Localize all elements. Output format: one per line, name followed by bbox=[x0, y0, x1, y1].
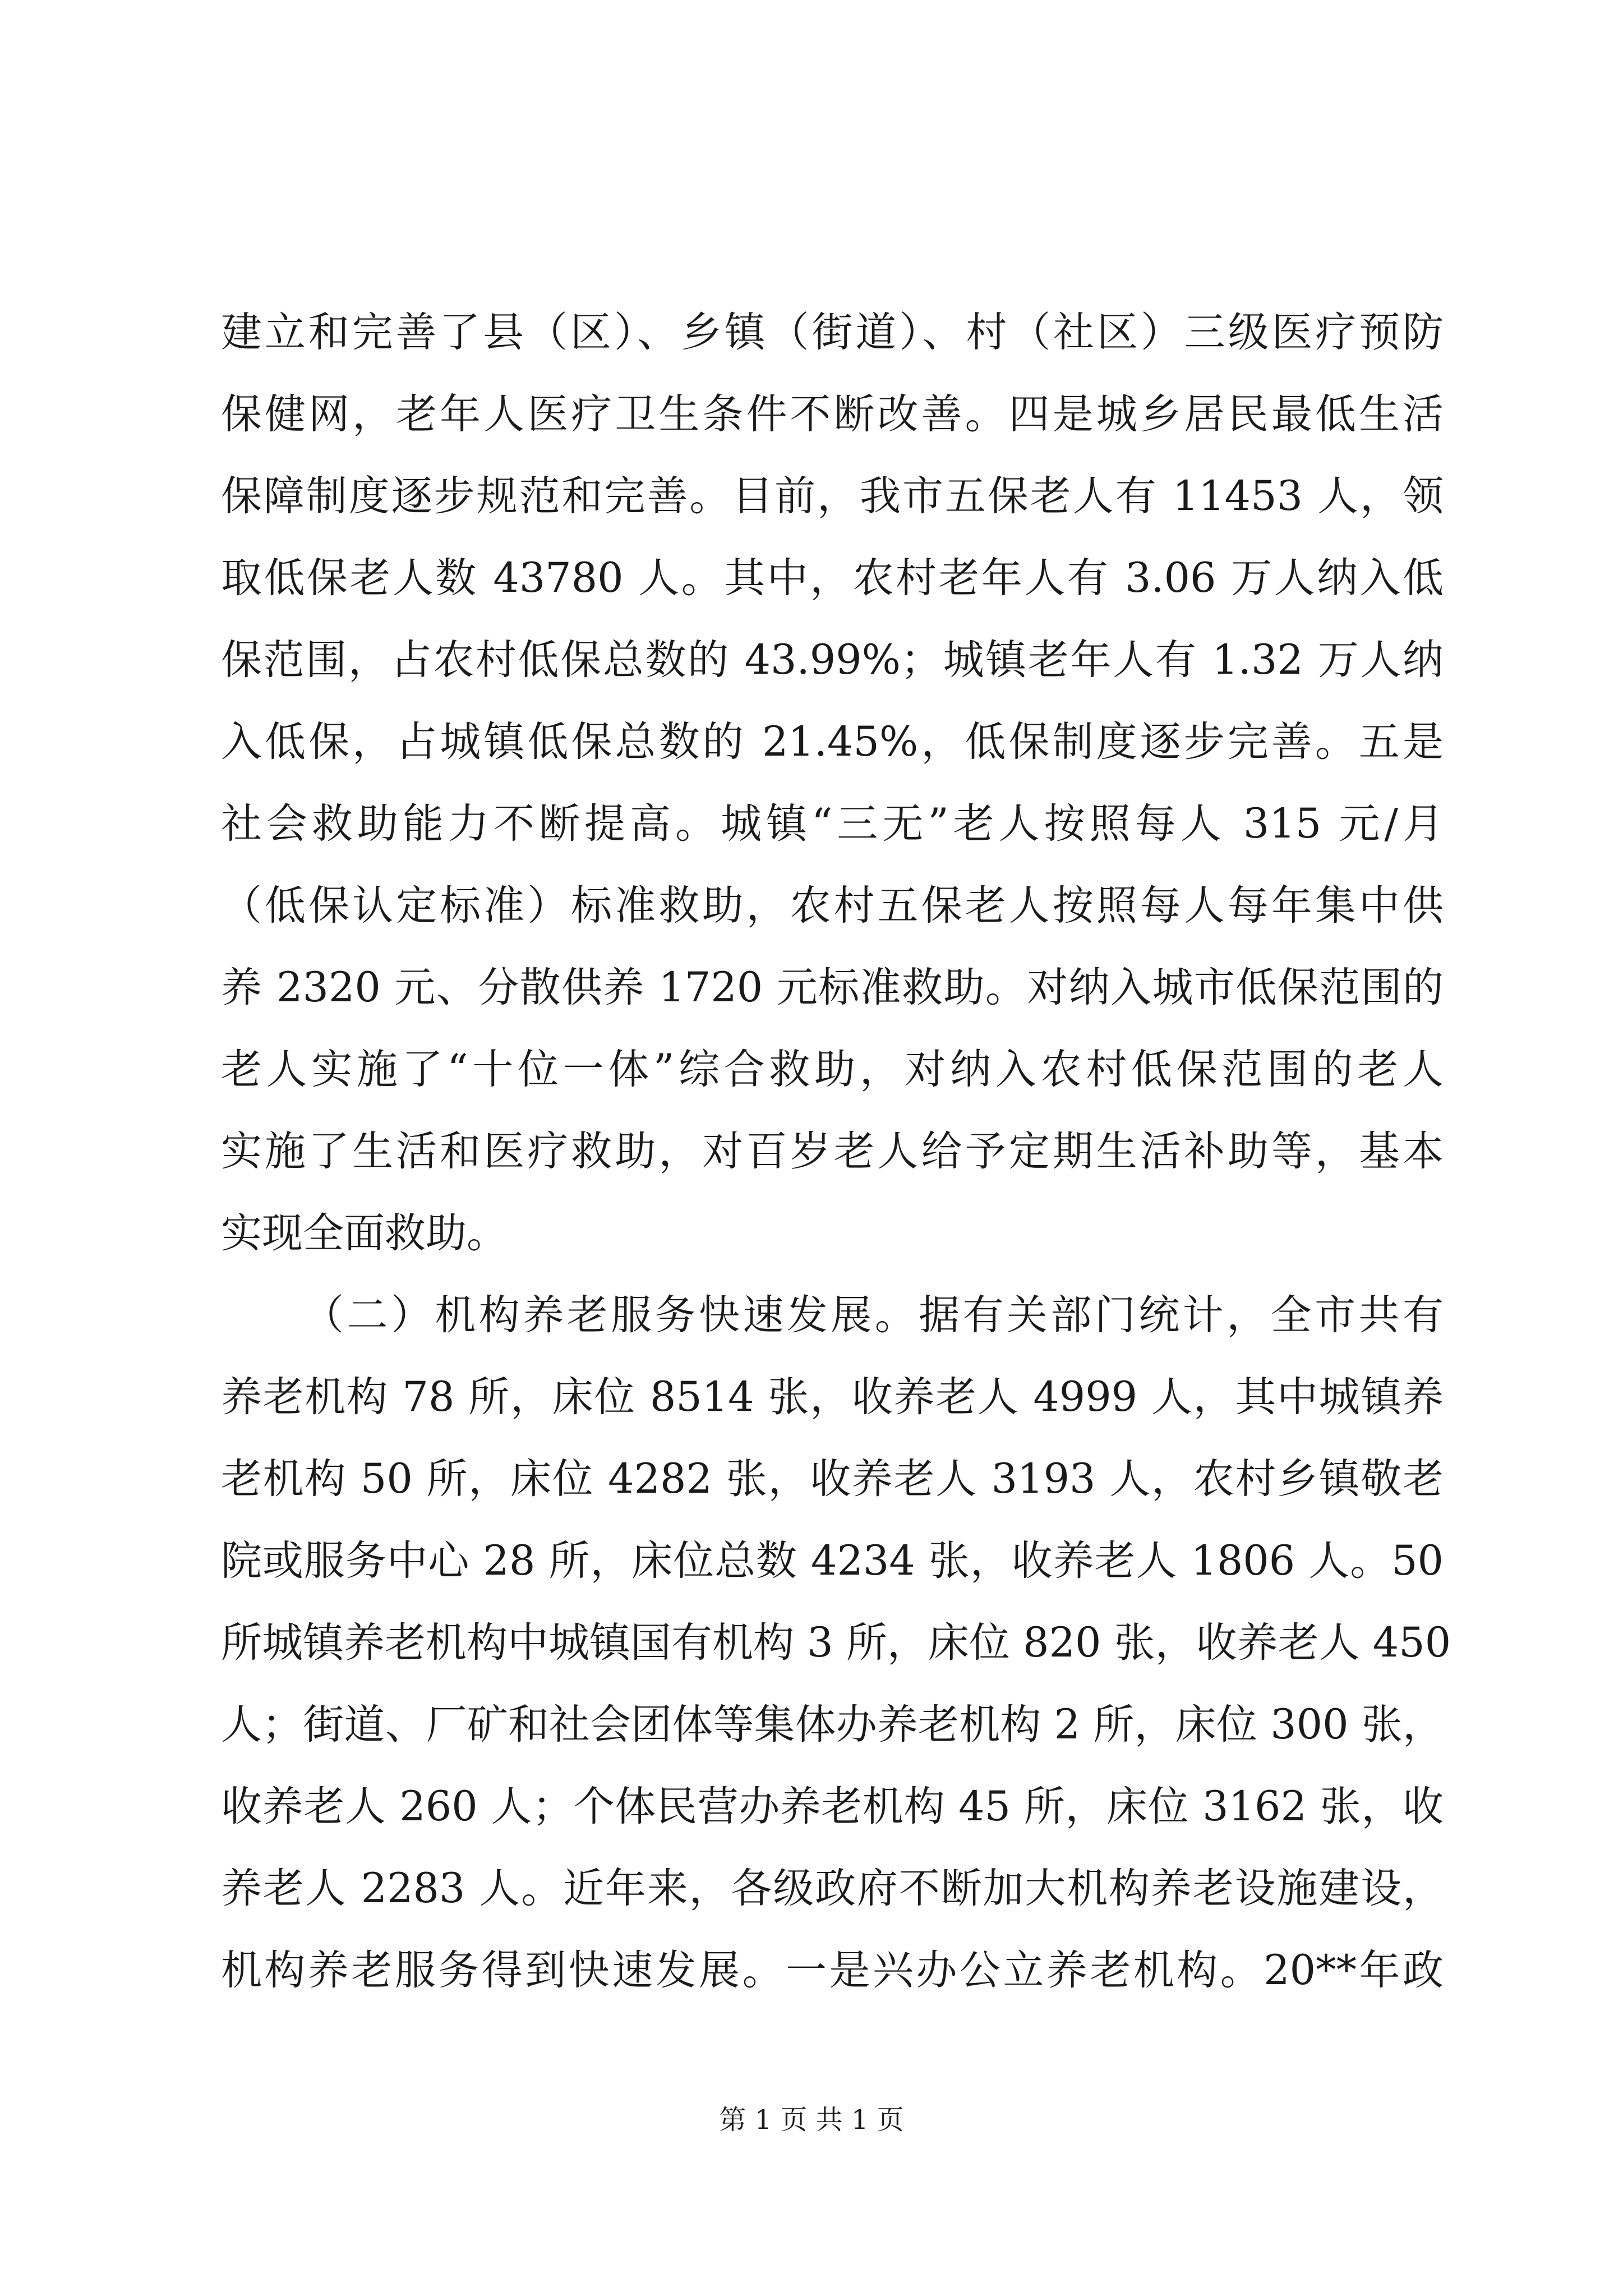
text-line: 实现全面救助。 bbox=[221, 1209, 508, 1257]
text-line: 收养老人 260 人；个体民营办养老机构 45 所，床位 3162 张，收 bbox=[221, 1783, 1444, 1830]
text-line: 院或服务中心 28 所，床位总数 4234 张，收养老人 1806 人。50 bbox=[221, 1537, 1444, 1585]
body-text bbox=[221, 292, 1451, 2012]
text-line: 社会救助能力不断提高。城镇“三无”老人按照每人 315 元/月 bbox=[221, 800, 1444, 848]
text-line: 老人实施了“十位一体”综合救助，对纳入农村低保范围的老人 bbox=[221, 1046, 1444, 1093]
text-line: 老机构 50 所，床位 4282 张，收养老人 3193 人，农村乡镇敬老 bbox=[221, 1455, 1444, 1503]
text-line: 入低保，占城镇低保总数的 21.45%，低保制度逐步完善。五是 bbox=[221, 718, 1444, 766]
text-line: 所城镇养老机构中城镇国有机构 3 所，床位 820 张，收养老人 450 bbox=[221, 1619, 1451, 1667]
text-line: （低保认定标准）标准救助，农村五保老人按照每人每年集中供 bbox=[221, 882, 1444, 930]
text-line: 保障制度逐步规范和完善。目前，我市五保老人有 11453 人，领 bbox=[221, 472, 1444, 520]
page-footer: 第 1 页 共 1 页 bbox=[719, 2104, 904, 2136]
text-line: 人；街道、厂矿和社会团体等集体办养老机构 2 所，床位 300 张， bbox=[221, 1701, 1444, 1749]
text-line: 保范围，占农村低保总数的 43.99%；城镇老年人有 1.32 万人纳 bbox=[221, 636, 1444, 684]
text-line: 机构养老服务得到快速发展。一是兴办公立养老机构。20**年政 bbox=[221, 1947, 1444, 1994]
text-line: 保健网，老年人医疗卫生条件不断改善。四是城乡居民最低生活 bbox=[221, 390, 1444, 438]
text-line: 养老人 2283 人。近年来，各级政府不断加大机构养老设施建设， bbox=[221, 1865, 1444, 1912]
text-line: （二）机构养老服务快速发展。据有关部门统计，全市共有 bbox=[303, 1291, 1444, 1339]
text-line: 取低保老人数 43780 人。其中，农村老年人有 3.06 万人纳入低 bbox=[221, 554, 1444, 602]
text-line: 养 2320 元、分散供养 1720 元标准救助。对纳入城市低保范围的 bbox=[221, 964, 1444, 1011]
text-line: 实施了生活和医疗救助，对百岁老人给予定期生活补助等，基本 bbox=[221, 1128, 1444, 1175]
text-line: 建立和完善了县（区）、乡镇（街道）、村（社区）三级医疗预防 bbox=[221, 309, 1444, 356]
text-line: 养老机构 78 所，床位 8514 张，收养老人 4999 人，其中城镇养 bbox=[221, 1373, 1444, 1421]
